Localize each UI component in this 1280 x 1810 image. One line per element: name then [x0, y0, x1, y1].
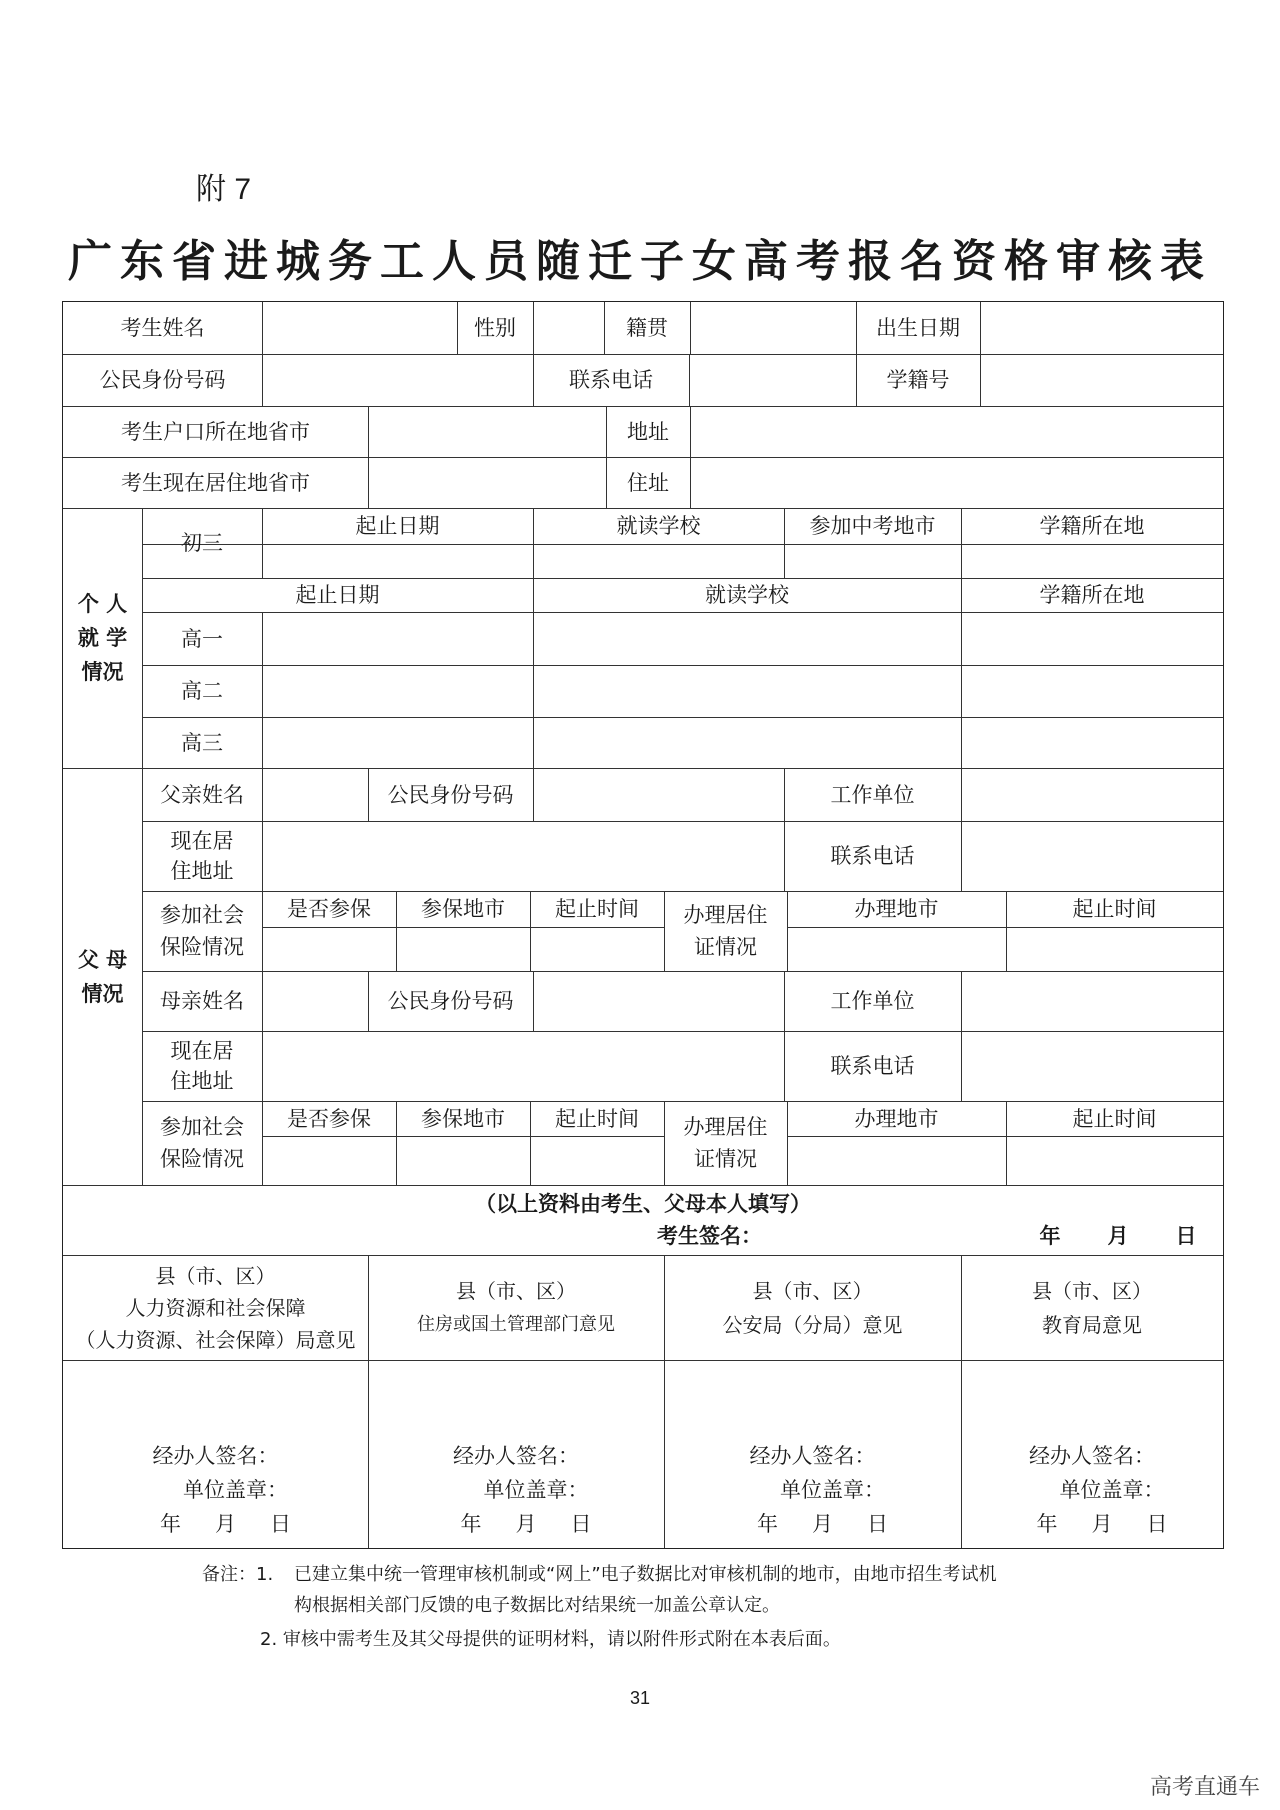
input-grade12-dates[interactable]	[262, 717, 533, 768]
approval-police-year: 年	[757, 1512, 778, 1536]
input-student-name[interactable]	[262, 302, 457, 354]
input-hukou-address[interactable]	[690, 406, 1223, 457]
approval-police-header	[664, 1255, 961, 1360]
label-hukou-address: 地址	[627, 419, 669, 444]
student-sign-label: 考生签名：	[657, 1224, 762, 1248]
input-father-employer[interactable]	[961, 768, 1223, 821]
header-mother-insured: 是否参保	[287, 1106, 371, 1131]
approval-education-line1: 县（市、区）	[1032, 1278, 1152, 1303]
label-student-regno: 学籍号	[886, 368, 950, 392]
input-mother-address[interactable]	[262, 1031, 784, 1101]
approval-hr-day: 日	[270, 1512, 291, 1536]
label-mother-insurance-line2: 保险情况	[160, 1147, 244, 1171]
approval-police-handler: 经办人签名：	[749, 1444, 876, 1468]
remarks-item1-line2: 构根据相关部门反馈的电子数据比对结果统一加盖公章认定。	[294, 1595, 780, 1616]
header-mother-permit-period: 起止时间	[1072, 1106, 1157, 1131]
label-mother-permit-line2: 证情况	[694, 1147, 757, 1171]
header-hs-school: 就读学校	[705, 583, 789, 607]
input-gender[interactable]	[533, 302, 604, 354]
approval-hr-header	[63, 1255, 368, 1360]
label-father-insurance	[142, 891, 262, 971]
header-father-insured-city: 参保地市	[421, 897, 505, 921]
approval-education-date	[1017, 1507, 1168, 1541]
label-grade9: 初三	[181, 531, 223, 555]
label-mother-permit-line1: 办理居住	[683, 1115, 768, 1139]
input-father-address[interactable]	[262, 821, 784, 891]
approval-housing-line2: 住房或国土管理部门意见	[417, 1313, 615, 1335]
label-mother-address-line2: 住地址	[170, 1069, 234, 1093]
remarks-item1-line1: 已建立集中统一管理审核机制或“网上”电子数据比对审核机制的地市，由地市招生考试机	[294, 1564, 997, 1585]
header-mother-permit-city: 办理地市	[854, 1106, 939, 1131]
approval-housing-header	[368, 1255, 664, 1360]
appendix-label: 附 7	[196, 173, 252, 206]
approval-hr-year: 年	[160, 1512, 181, 1536]
signoff-day: 日	[1175, 1224, 1197, 1248]
section-parents	[63, 768, 142, 1185]
input-mother-id[interactable]	[533, 971, 784, 1031]
header-mother-insured-city: 参保地市	[421, 1106, 505, 1131]
label-mother-permit	[664, 1101, 787, 1185]
header-grade9-school: 就读学校	[616, 514, 701, 538]
input-birth-date[interactable]	[980, 302, 1223, 354]
header-grade9-registry: 学籍所在地	[1039, 514, 1145, 538]
approval-education-month: 月	[1091, 1512, 1113, 1536]
approval-housing-month: 月	[515, 1512, 537, 1536]
approval-housing-line1: 县（市、区）	[456, 1278, 576, 1303]
input-hukou-province[interactable]	[368, 406, 606, 457]
approval-housing-handler: 经办人签名：	[453, 1444, 579, 1468]
approval-housing-sign[interactable]	[368, 1438, 664, 1542]
label-grade11: 高二	[181, 679, 223, 703]
label-student-name: 考生姓名	[120, 316, 205, 340]
header-father-insured-period: 起止时间	[555, 897, 639, 921]
section-personal-study-line1: 个 人	[77, 592, 128, 616]
approval-education-header	[961, 1255, 1223, 1360]
label-birth-date: 出生日期	[876, 316, 960, 340]
approval-housing-year: 年	[460, 1512, 482, 1536]
label-father-name: 父亲姓名	[160, 782, 244, 807]
label-student-id: 公民身份号码	[99, 368, 226, 392]
label-father-address	[142, 821, 262, 891]
approval-police-seal: 单位盖章：	[780, 1478, 885, 1502]
watermark: 高考直通车	[1150, 1775, 1261, 1800]
input-mother-employer[interactable]	[961, 971, 1223, 1031]
approval-education-sign[interactable]	[961, 1438, 1223, 1542]
label-father-address-line1: 现在居	[170, 829, 234, 853]
approval-police-line2: 公安局（分局）意见	[722, 1312, 903, 1337]
input-mother-name[interactable]	[262, 971, 368, 1031]
label-mother-insurance-line1: 参加社会	[160, 1115, 244, 1139]
label-native-place: 籍贯	[626, 316, 668, 340]
approval-housing-day: 日	[570, 1512, 592, 1536]
label-residence-province: 考生现在居住地省市	[121, 470, 310, 495]
application-form-table	[62, 301, 1224, 1549]
header-father-permit-city: 办理地市	[854, 897, 939, 921]
label-mother-address-line1: 现在居	[170, 1039, 234, 1063]
section-personal-study	[63, 508, 142, 768]
input-grade10-dates[interactable]	[262, 612, 533, 665]
form-title: 广东省进城务工人员随迁子女高考报名资格审核表	[68, 236, 1212, 287]
approval-police-line1: 县（市、区）	[752, 1278, 873, 1303]
input-grade9-registry[interactable]	[961, 544, 1223, 578]
input-grade9-school[interactable]	[533, 544, 784, 578]
header-father-insured: 是否参保	[287, 897, 371, 921]
approval-education-year: 年	[1036, 1512, 1058, 1536]
remarks-label: 备注：1.	[202, 1564, 274, 1585]
input-father-name[interactable]	[262, 768, 368, 821]
label-mother-phone: 联系电话	[830, 1054, 915, 1078]
label-gender: 性别	[474, 316, 516, 340]
input-student-phone[interactable]	[689, 354, 856, 406]
approval-police-day: 日	[867, 1512, 888, 1536]
label-father-permit	[664, 891, 787, 971]
input-residence-address[interactable]	[690, 457, 1223, 508]
input-native-place[interactable]	[690, 302, 856, 354]
input-grade11-dates[interactable]	[262, 665, 533, 717]
input-grade9-exam-city[interactable]	[784, 544, 961, 578]
label-hukou-province: 考生户口所在地省市	[121, 419, 310, 444]
approval-police-sign[interactable]	[664, 1438, 961, 1542]
input-father-phone[interactable]	[961, 821, 1223, 891]
approval-housing-date	[441, 1507, 592, 1541]
approval-hr-line2: 人力资源和社会保障	[125, 1295, 306, 1320]
header-grade9-dates: 起止日期	[355, 514, 440, 538]
label-mother-name: 母亲姓名	[160, 989, 244, 1013]
label-residence-address: 住址	[627, 470, 669, 495]
input-mother-phone[interactable]	[961, 1031, 1223, 1101]
header-mother-insured-period: 起止时间	[555, 1106, 639, 1131]
approval-hr-handler: 经办人签名：	[152, 1444, 279, 1468]
signoff-year: 年	[1039, 1224, 1061, 1248]
label-mother-address	[142, 1031, 262, 1101]
input-student-regno[interactable]	[980, 354, 1223, 406]
remarks-item2: 2. 审核中需考生及其父母提供的证明材料，请以附件形式附在本表后面。	[260, 1629, 841, 1650]
approval-hr-seal: 单位盖章：	[183, 1478, 288, 1502]
approval-police-date	[737, 1507, 888, 1541]
label-grade10: 高一	[181, 626, 223, 651]
approval-hr-line1: 县（市、区）	[155, 1263, 276, 1288]
label-father-permit-line1: 办理居住	[683, 903, 768, 927]
approval-education-handler: 经办人签名：	[1029, 1444, 1155, 1468]
input-father-id[interactable]	[533, 768, 784, 821]
label-mother-id: 公民身份号码	[387, 989, 514, 1013]
header-hs-registry: 学籍所在地	[1039, 583, 1145, 607]
label-father-insurance-line2: 保险情况	[160, 935, 244, 959]
label-mother-insurance	[142, 1101, 262, 1185]
input-residence-province[interactable]	[368, 457, 606, 508]
approval-hr-line3: （人力资源、社会保障）局意见	[75, 1327, 356, 1352]
section-parents-line1: 父 母	[77, 947, 128, 972]
label-father-employer: 工作单位	[830, 782, 915, 807]
input-grade9-dates[interactable]	[262, 544, 533, 578]
header-grade9-exam-city: 参加中考地市	[809, 514, 936, 538]
approval-police-month: 月	[812, 1512, 833, 1536]
page-number: 31	[630, 1688, 651, 1708]
approval-education-day: 日	[1146, 1512, 1168, 1536]
label-student-phone: 联系电话	[569, 368, 653, 392]
filled-by-note: （以上资料由考生、父母本人填写）	[475, 1192, 811, 1216]
label-father-insurance-line1: 参加社会	[160, 903, 244, 927]
approval-education-line2: 教育局意见	[1042, 1312, 1142, 1337]
label-father-address-line2: 住地址	[170, 859, 234, 883]
header-hs-dates: 起止日期	[295, 583, 380, 607]
header-father-permit-period: 起止时间	[1072, 897, 1157, 921]
label-father-id: 公民身份号码	[387, 782, 514, 807]
label-father-permit-line2: 证情况	[694, 935, 757, 959]
input-student-id[interactable]	[262, 354, 533, 406]
approval-education-seal: 单位盖章：	[1059, 1478, 1165, 1502]
section-personal-study-line2: 就 学	[77, 626, 128, 650]
label-mother-employer: 工作单位	[830, 989, 915, 1013]
approval-hr-date	[140, 1507, 291, 1541]
section-parents-line2: 情况	[81, 981, 124, 1006]
approval-housing-seal: 单位盖章：	[483, 1478, 589, 1502]
label-grade12: 高三	[181, 730, 223, 755]
approval-hr-month: 月	[215, 1512, 236, 1536]
approval-hr-sign[interactable]	[63, 1438, 368, 1542]
signoff-month: 月	[1107, 1224, 1129, 1248]
section-personal-study-line3: 情况	[81, 660, 124, 684]
label-father-phone: 联系电话	[830, 844, 915, 868]
